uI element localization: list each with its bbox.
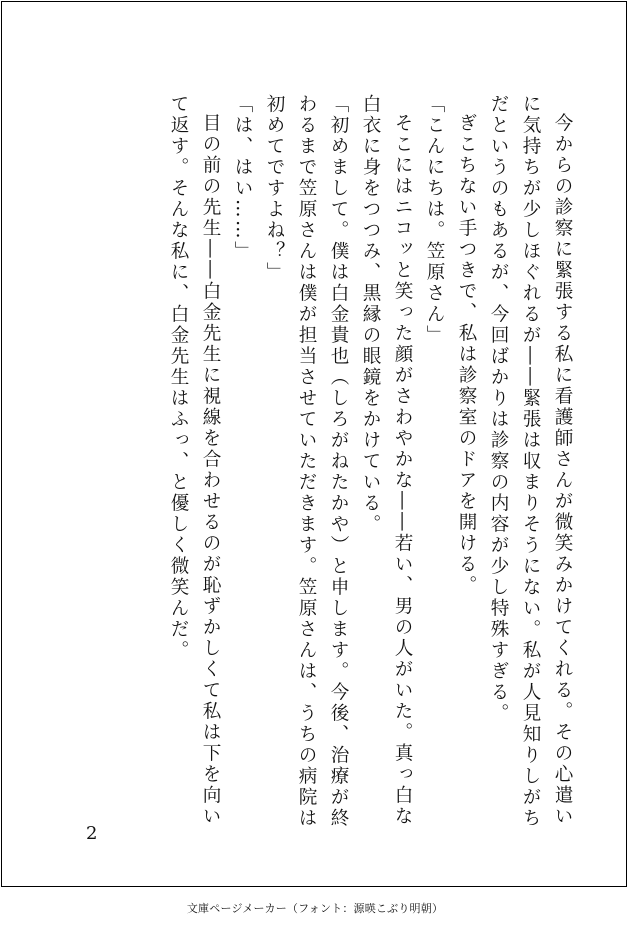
- dialog-line-3: 「は、はい……」: [232, 94, 253, 262]
- paragraph-1: 今からの診察に緊張する私に看護師さんが微笑みかけてくれる。その心遣いに気持ちが少しほぐれるが――緊張は収まりそうにない。私が人見知りしがちだというのもあるが、今回ばかりは診察の内容が少し特殊すぎる。: [488, 94, 573, 829]
- paragraph-4: 目の前の先生――白金先生に視線を合わせるのが恥ずかしくて私は下を向いて返す。そんな私に、白金先生はふっ、と優しく微笑んだ。: [168, 94, 221, 827]
- vertical-text-body: [66, 94, 578, 834]
- footer-credit: 文庫ページメーカー（フォント：源暎こぶり明朝）: [186, 902, 444, 915]
- page-frame: [1, 1, 627, 887]
- dialog-line-2: 「初めまして。僕は白金貴也（しろがねたかや）と申します。今後、治療が終わるまで笠原さんは僕が担当させていただきます。笠原さんは、うちの病院は初めてですよね？」: [264, 94, 349, 829]
- paragraph-3: そこにはニコッと笑った顔がさわやかな――若い、男の人がいた。真っ白な白衣に身をつつみ、黒縁の眼鏡をかけている。: [360, 94, 413, 827]
- paragraph-2: ぎこちない手つきで、私は診察室のドアを開ける。: [456, 112, 477, 596]
- page-number: 2: [86, 823, 98, 844]
- dialog-line-1: 「こんにちは。笠原さん」: [424, 94, 445, 346]
